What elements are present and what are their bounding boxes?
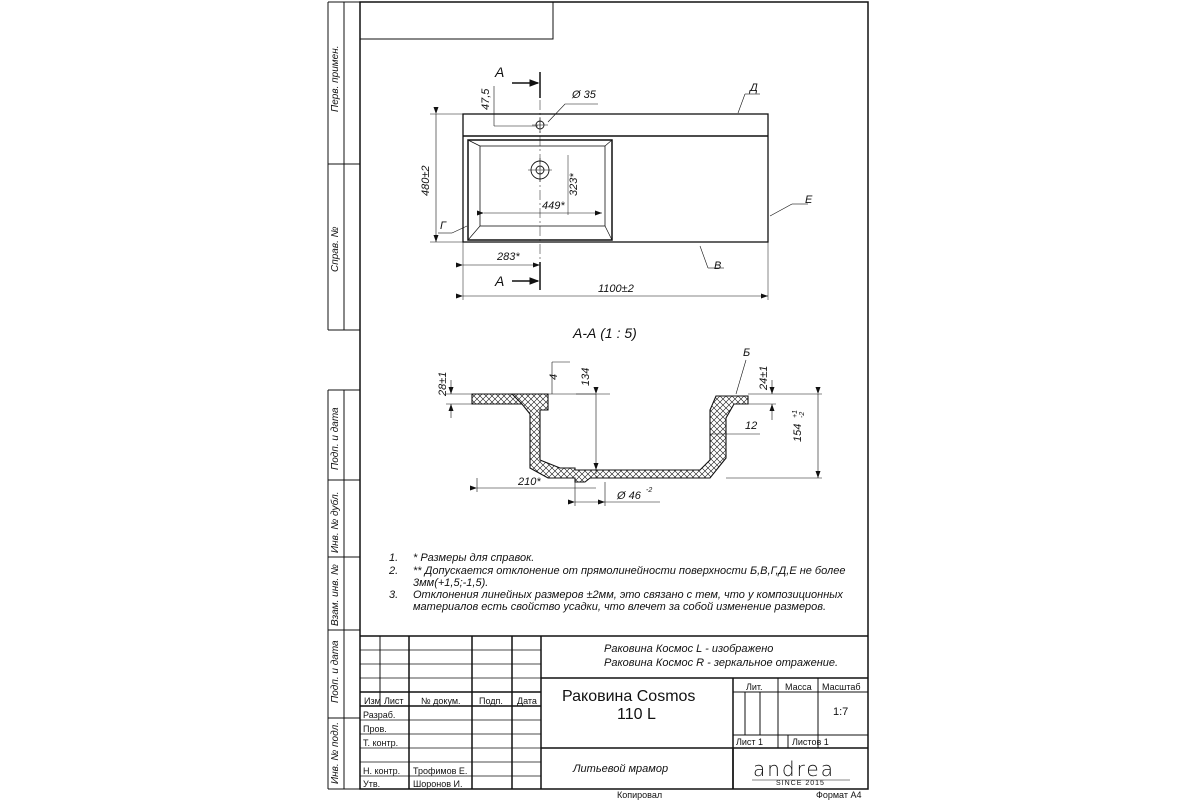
- dim-24: 24±1: [758, 365, 770, 390]
- side-label-podp-data-2: Подп. и дата: [330, 640, 341, 703]
- note-1-text: * Размеры для справок.: [413, 552, 535, 564]
- section-arrow-top: [512, 72, 540, 98]
- dim-47: 47,5: [480, 88, 492, 110]
- row-tkontr: Т. контр.: [363, 738, 399, 748]
- dim-46: Ø 46: [617, 490, 641, 502]
- surface-e: Е: [805, 194, 813, 206]
- sheet-number: Лист 1: [736, 737, 764, 747]
- dim-154: 154: [792, 423, 804, 442]
- dim-210: 210*: [518, 476, 541, 488]
- variant-l: Раковина Космос L - изображено: [604, 643, 774, 655]
- dim-depth: 480±2: [420, 165, 432, 196]
- note-2-text: ** Допускается отклонение от прямолинейности поверхности Б,В,Г,Д,Е не более 3мм(+1,5;-1,5).: [413, 565, 846, 589]
- side-label-vzam-inv: Взам. инв. №: [330, 564, 341, 626]
- note-3-text: Отклонения линейных размеров ±2мм, это связано с тем, что у композиционных материалов есть свойство усадки, что влечет за собой изменение размеров.: [413, 589, 843, 613]
- header-izm: Изм: [364, 696, 381, 706]
- section-arrow-bottom: [512, 262, 540, 290]
- format-label: Формат А4: [816, 790, 862, 800]
- dim-28: 28±1: [437, 371, 449, 396]
- header-masshtab: Масштаб: [822, 682, 861, 692]
- surface-g: Г: [440, 220, 446, 232]
- scale-value: 1:7: [833, 706, 849, 718]
- product-name: Раковина Cosmos: [562, 688, 696, 705]
- dim-bowl-depth: 323*: [568, 173, 580, 196]
- header-doc: № докум.: [421, 696, 461, 706]
- row-razrab: Разраб.: [363, 710, 396, 720]
- product-model: 110 L: [617, 706, 656, 723]
- name-nkontr: Трофимов Е.: [413, 766, 468, 776]
- section-hatch: [472, 394, 748, 482]
- header-massa: Масса: [785, 682, 812, 692]
- side-label-sprav: Справ. №: [330, 226, 341, 272]
- note-1-number: 1.: [389, 552, 399, 564]
- dim-154-tol-up: +1: [792, 410, 799, 418]
- side-label-inv-dubl: Инв. № дубл.: [330, 491, 341, 553]
- name-utv: Шоронов И.: [413, 779, 463, 789]
- dim-hole-diameter: Ø 35: [572, 89, 596, 101]
- dim-12: 12: [745, 420, 758, 432]
- side-label-perv-primen: Перв. примен.: [330, 45, 341, 112]
- row-prov: Пров.: [363, 724, 387, 734]
- side-label-podp-data-1: Подп. и дата: [330, 407, 341, 470]
- surface-v: В: [714, 260, 722, 272]
- row-nkontr: Н. контр.: [363, 766, 401, 776]
- dim-154-tol-down: -2: [799, 411, 806, 418]
- dim-bowl-width: 449*: [542, 200, 565, 212]
- surface-b: Б: [743, 347, 751, 359]
- variant-r: Раковина Космос R - зеркальное отражение.: [604, 657, 839, 669]
- copied-label: Копировал: [617, 790, 663, 800]
- header-data: Дата: [517, 696, 537, 706]
- material: Литьевой мрамор: [573, 763, 669, 775]
- dim-offset: 283*: [497, 251, 520, 263]
- section-mark-top: А: [495, 64, 505, 80]
- note-3-number: 3.: [389, 589, 399, 601]
- header-list: Лист: [384, 696, 404, 706]
- countertop-outline: [463, 114, 768, 242]
- dim-46-tol: -2: [646, 487, 653, 494]
- dim-4: 4: [548, 373, 560, 380]
- section-title: А-А (1 : 5): [573, 325, 637, 341]
- header-podp: Подп.: [479, 696, 503, 706]
- surface-d: Д: [750, 82, 758, 94]
- sheet-count: Листов 1: [792, 737, 829, 747]
- row-utv: Утв.: [363, 779, 381, 789]
- dim-134: 134: [580, 367, 592, 386]
- section-mark-bottom: А: [495, 273, 505, 289]
- note-2-number: 2.: [389, 565, 399, 577]
- dim-length: 1100±2: [598, 283, 634, 295]
- logo-since: SINCE 2015: [776, 780, 825, 787]
- header-lit: Лит.: [746, 682, 763, 692]
- bowl-inner: [480, 146, 605, 226]
- side-label-inv-podl: Инв. № подл.: [330, 721, 341, 784]
- andrea-logo: andrea: [753, 757, 835, 781]
